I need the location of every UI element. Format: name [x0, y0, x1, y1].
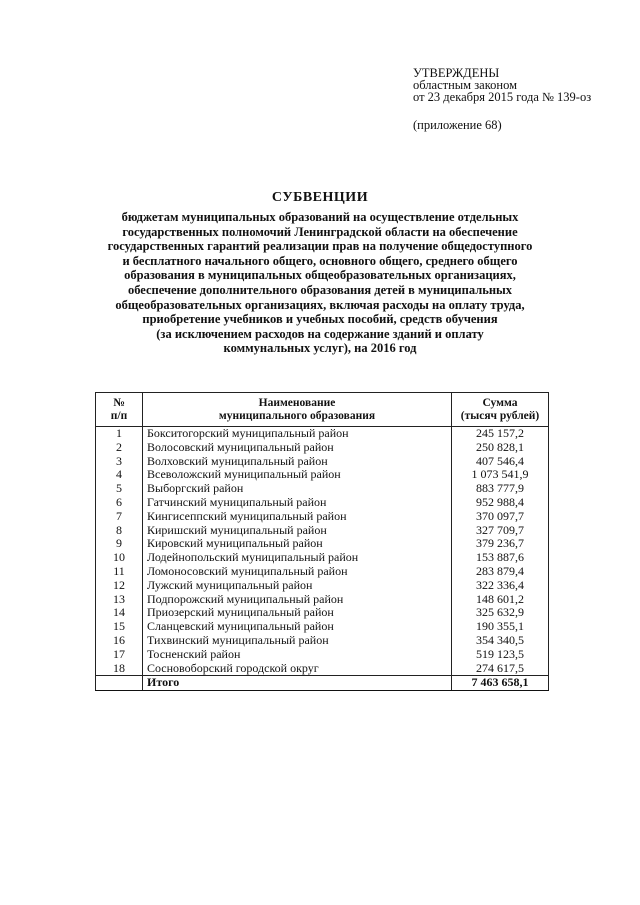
row-municipality: Лужский муниципальный район	[143, 579, 452, 593]
row-number: 9	[96, 537, 143, 551]
row-number: 1	[96, 427, 143, 441]
row-amount: 354 340,5	[452, 634, 549, 648]
row-municipality: Кингисеппский муниципальный район	[143, 510, 452, 524]
table-row	[96, 634, 549, 648]
table-row	[96, 648, 549, 662]
row-number: 5	[96, 482, 143, 496]
row-amount: 883 777,9	[452, 482, 549, 496]
approval-date: от 23 декабря 2015 года № 139-оз	[413, 90, 592, 104]
table-row	[96, 620, 549, 634]
row-municipality: Выборгский район	[143, 482, 452, 496]
table-row	[96, 662, 549, 676]
row-municipality: Лодейнопольский муниципальный район	[143, 551, 452, 565]
title-block	[70, 190, 570, 356]
header-num-line2: п/п	[110, 410, 128, 422]
table-row	[96, 565, 549, 579]
row-municipality: Сланцевский муниципальный район	[143, 620, 452, 634]
total-num-cell	[96, 676, 143, 691]
table-row	[96, 551, 549, 565]
row-number: 7	[96, 510, 143, 524]
row-municipality: Всеволожский муниципальный район	[143, 468, 452, 482]
header-sum	[452, 393, 549, 427]
row-number: 3	[96, 455, 143, 469]
table-row	[96, 482, 549, 496]
row-amount: 370 097,7	[452, 510, 549, 524]
row-number: 17	[96, 648, 143, 662]
row-number: 18	[96, 662, 143, 676]
row-municipality: Подпорожский муниципальный район	[143, 593, 452, 607]
table-row	[96, 468, 549, 482]
row-municipality: Кировский муниципальный район	[143, 537, 452, 551]
document-title: СУБВЕНЦИИ	[271, 190, 369, 205]
row-amount: 148 601,2	[452, 593, 549, 607]
row-amount: 952 988,4	[452, 496, 549, 510]
row-amount: 327 709,7	[452, 524, 549, 538]
header-num-line1: №	[113, 397, 125, 409]
appendix-label: (приложение 68)	[413, 118, 502, 132]
row-amount: 407 546,4	[452, 455, 549, 469]
row-number: 4	[96, 468, 143, 482]
header-name	[143, 393, 452, 427]
row-number: 14	[96, 606, 143, 620]
row-municipality: Волховский муниципальный район	[143, 455, 452, 469]
table-row	[96, 427, 549, 441]
table-row	[96, 579, 549, 593]
row-municipality: Ломоносовский муниципальный район	[143, 565, 452, 579]
row-amount: 274 617,5	[452, 662, 549, 676]
header-name-line2: муниципального образования	[218, 410, 376, 422]
row-number: 11	[96, 565, 143, 579]
row-municipality: Сосновоборский городской округ	[143, 662, 452, 676]
total-amount: 7 463 658,1	[452, 676, 549, 691]
row-municipality: Гатчинский муниципальный район	[143, 496, 452, 510]
row-number: 10	[96, 551, 143, 565]
row-municipality: Тосненский район	[143, 648, 452, 662]
row-amount: 519 123,5	[452, 648, 549, 662]
row-amount: 245 157,2	[452, 427, 549, 441]
table-header-row	[96, 393, 549, 427]
row-amount: 1 073 541,9	[452, 468, 549, 482]
row-number: 2	[96, 441, 143, 455]
row-number: 8	[96, 524, 143, 538]
row-municipality: Тихвинский муниципальный район	[143, 634, 452, 648]
total-label: Итого	[143, 676, 452, 691]
total-row	[96, 676, 549, 691]
row-amount: 325 632,9	[452, 606, 549, 620]
table-row	[96, 606, 549, 620]
table-row	[96, 593, 549, 607]
table-row	[96, 455, 549, 469]
row-municipality: Волосовский муниципальный район	[143, 441, 452, 455]
row-municipality: Бокситогорский муниципальный район	[143, 427, 452, 441]
table-row	[96, 441, 549, 455]
approval-block	[413, 66, 613, 132]
table-row	[96, 537, 549, 551]
row-amount: 322 336,4	[452, 579, 549, 593]
approval-law: областным законом	[413, 78, 518, 92]
document-subtitle: бюджетам муниципальных образований на осуществление отдельных государственных полномочий Ленинградской области на обеспечение государственных гарантий реализации прав на получение общедоступного и бесплатного начального общего, основного общего, среднего общего образования в муниципальных общеобразовательных организациях, обеспечение дополнительного образования детей в муниципальных общеобразовательных организациях, включая расходы на оплату труда, приобретение учебников и учебных пособий, средств обучения (за исключением расходов на содержание зданий и оплату коммунальных услуг), на 2016 год	[107, 210, 533, 356]
table-row	[96, 524, 549, 538]
table-row	[96, 510, 549, 524]
row-municipality: Приозерский муниципальный район	[143, 606, 452, 620]
row-amount: 190 355,1	[452, 620, 549, 634]
row-number: 6	[96, 496, 143, 510]
row-amount: 250 828,1	[452, 441, 549, 455]
approval-heading: УТВЕРЖДЕНЫ	[413, 66, 500, 80]
row-amount: 283 879,4	[452, 565, 549, 579]
table-body	[96, 427, 549, 676]
row-number: 16	[96, 634, 143, 648]
row-amount: 153 887,6	[452, 551, 549, 565]
header-name-line1: Наименование	[258, 397, 336, 409]
row-amount: 379 236,7	[452, 537, 549, 551]
header-num	[96, 393, 143, 427]
header-sum-line2: (тысяч рублей)	[460, 410, 540, 422]
row-number: 12	[96, 579, 143, 593]
row-number: 15	[96, 620, 143, 634]
subventions-table	[95, 392, 549, 691]
table-row	[96, 496, 549, 510]
row-municipality: Киришский муниципальный район	[143, 524, 452, 538]
row-number: 13	[96, 593, 143, 607]
header-sum-line1: Сумма	[482, 397, 518, 409]
